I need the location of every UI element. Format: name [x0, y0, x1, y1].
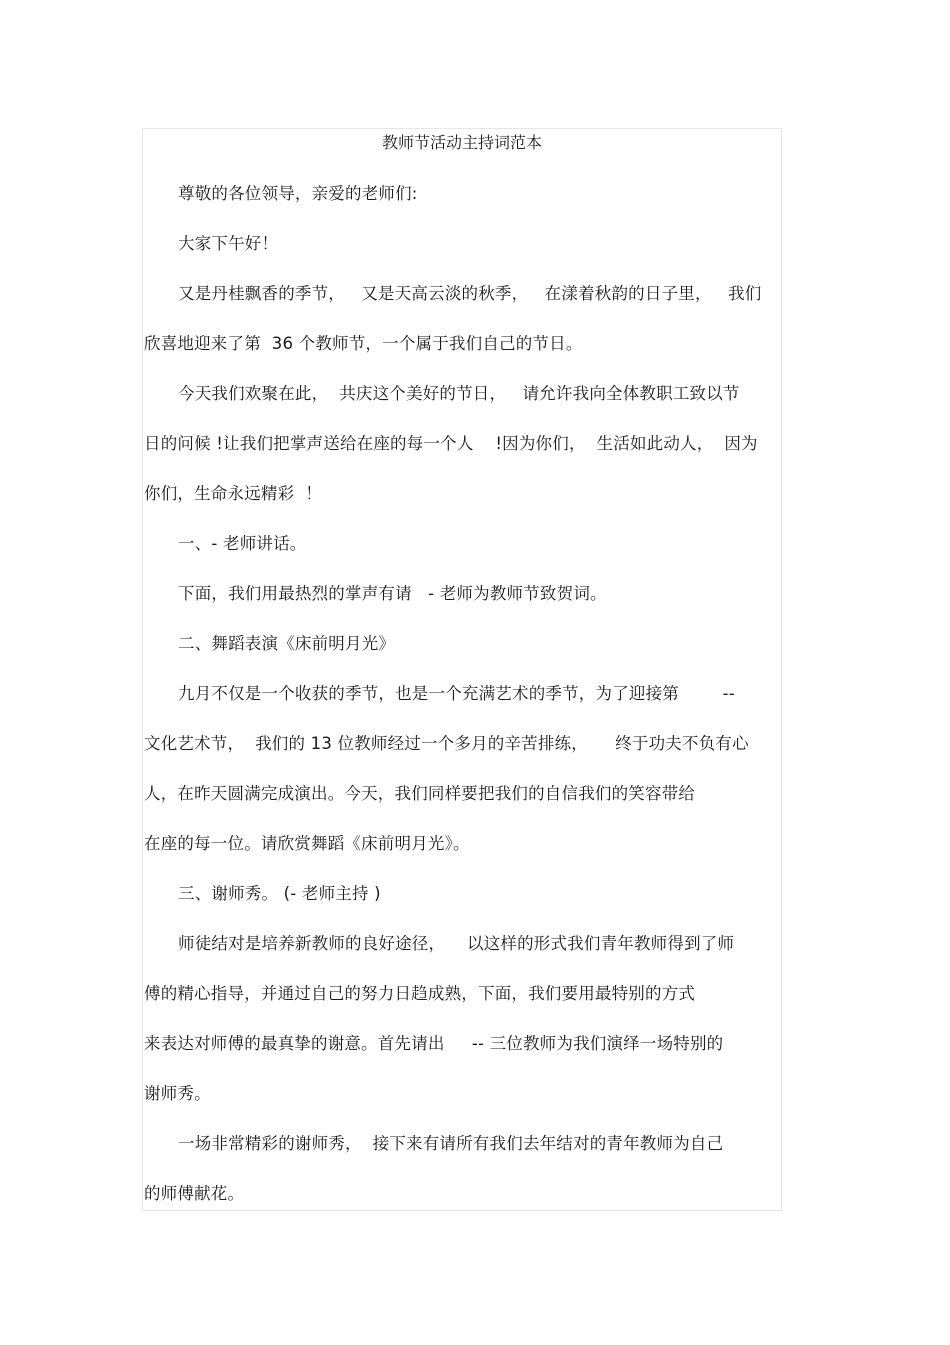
- paragraph-line: 又是丹桂飘香的季节， 又是天高云淡的秋季， 在漾着秋韵的日子里， 我们: [178, 284, 762, 303]
- paragraph-line: 谢师秀。: [144, 1084, 211, 1103]
- section-heading: 三、谢师秀。 (- 老师主持 ): [178, 884, 381, 903]
- paragraph-line: 一场非常精彩的谢师秀， 接下来有请所有我们去年结对的青年教师为自己: [178, 1134, 724, 1153]
- paragraph-line: 的师傅献花。: [144, 1184, 245, 1203]
- greeting-line: 大家下午好！: [178, 234, 279, 253]
- paragraph-line: 欣喜地迎来了第 36 个教师节，一个属于我们自己的节日。: [144, 334, 583, 353]
- paragraph-line: 九月不仅是一个收获的季节，也是一个充满艺术的季节，为了迎接第 --: [178, 684, 735, 703]
- section-heading: 一、- 老师讲话。: [178, 534, 307, 553]
- paragraph-line: 师徒结对是培养新教师的良好途径， 以这样的形式我们青年教师得到了师: [178, 934, 735, 953]
- paragraph-line: 文化艺术节， 我们的 13 位教师经过一个多月的辛苦排练， 终于功夫不负有心: [144, 734, 749, 753]
- section-heading: 二、舞蹈表演《床前明月光》: [178, 634, 396, 653]
- document-title: 教师节活动主持词范本: [381, 133, 542, 152]
- salutation-line: 尊敬的各位领导，亲爱的老师们:: [178, 184, 418, 203]
- paragraph-line: 你们，生命永远精彩 ！: [144, 484, 322, 503]
- paragraph-line: 傅的精心指导，并通过自己的努力日趋成熟，下面，我们要用最特别的方式: [144, 984, 696, 1003]
- paragraph-line: 人，在昨天圆满完成演出。今天，我们同样要把我们的自信我们的笑容带给: [144, 784, 696, 803]
- paragraph-line: 来表达对师傅的最真挚的谢意。首先请出 -- 三位教师为我们演绎一场特别的: [144, 1034, 724, 1053]
- paragraph-line: 在座的每一位。请欣赏舞蹈《床前明月光》。: [144, 834, 470, 853]
- paragraph-line: 下面，我们用最热烈的掌声有请 - 老师为教师节致贺词。: [178, 584, 607, 603]
- paragraph-line: 今天我们欢聚在此， 共庆这个美好的节日， 请允许我向全体教职工致以节: [178, 384, 740, 403]
- paragraph-line: 日的问候 !让我们把掌声送给在座的每一个人 !因为你们， 生活如此动人， 因为: [144, 434, 758, 453]
